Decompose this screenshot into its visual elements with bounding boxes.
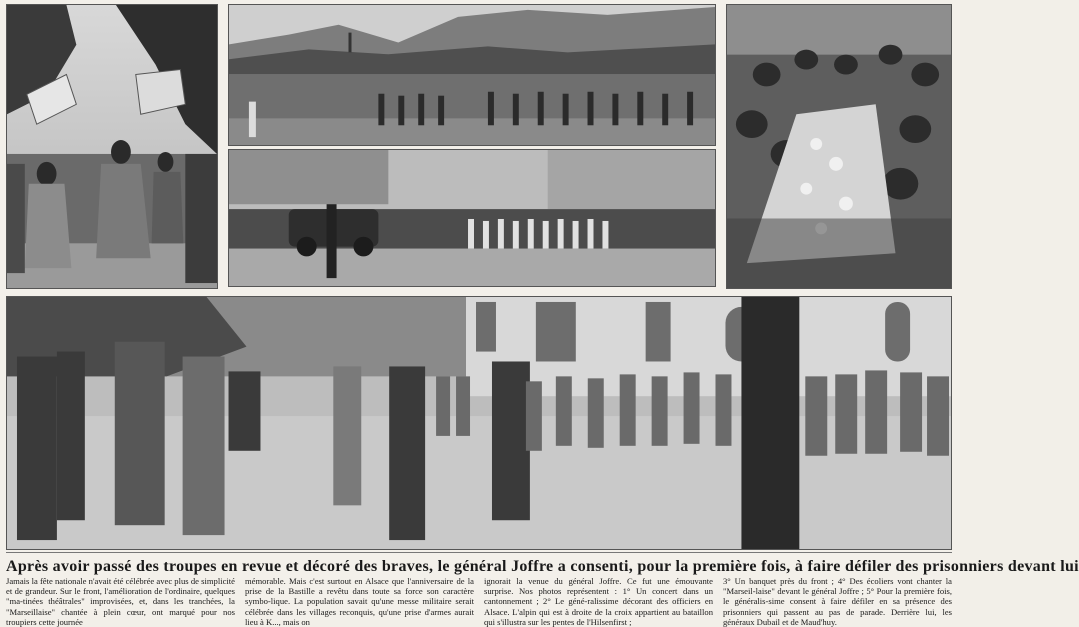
photo-schoolchildren-marseillaise (228, 149, 716, 287)
photo-general-decorating-officers (228, 4, 716, 146)
photo-concert-in-cantonment (6, 4, 218, 289)
caption-divider (6, 552, 952, 553)
caption-body (6, 576, 952, 627)
caption-title: Après avoir passé des troupes en revue et décoré des braves, le général Joffre a consenti, pour la première fois, à faire défiler des prisonniers devant lui (6, 558, 1079, 575)
caption-column-3: ignorait la venue du général Joffre. Ce fut une émouvante surprise. Nos photos représentent : 1° Un concert dans un cantonnement ; 2° Le géné-ralissime décorant des officiers en Alsace. L'alpin qui est à droite de la croix appartient au bataillon qui s'illustra sur les pentes de l'Hilsenfirst ; (484, 576, 713, 627)
caption-column-1: Jamais la fête nationale n'avait été célébrée avec plus de simplicité et de grandeur. Sur le front, l'amélioration de l'ordinaire, quelques "ma-tinées théâtrales" improvisées, et, dans les tranchées, la "Marseillaise" chantée à plein cœur, ont marqué pour nos troupiers cette journée (6, 576, 235, 627)
caption-column-4: 3° Un banquet près du front ; 4° Des écoliers vont chanter la "Marseil-laise" devant le général Joffre ; 5° Pour la première fois, le généralis-sime consent à faire défiler en sa présence des prisonniers qui passent au pas de parade. Derrière lui, les généraux Dubail et de Maud'huy. (723, 576, 952, 627)
photo-prisoners-parade (6, 296, 952, 550)
caption-column-2: mémorable. Mais c'est surtout en Alsace que l'anniversaire de la prise de la Bastille a revêtu dans toute sa force son caractère symbo-lique. La population savait qu'une messe militaire serait célébrée dans les villages reconquis, qu'une prise d'armes aurait lieu à K..., mais on (245, 576, 474, 627)
photo-banquet-near-front (726, 4, 952, 289)
